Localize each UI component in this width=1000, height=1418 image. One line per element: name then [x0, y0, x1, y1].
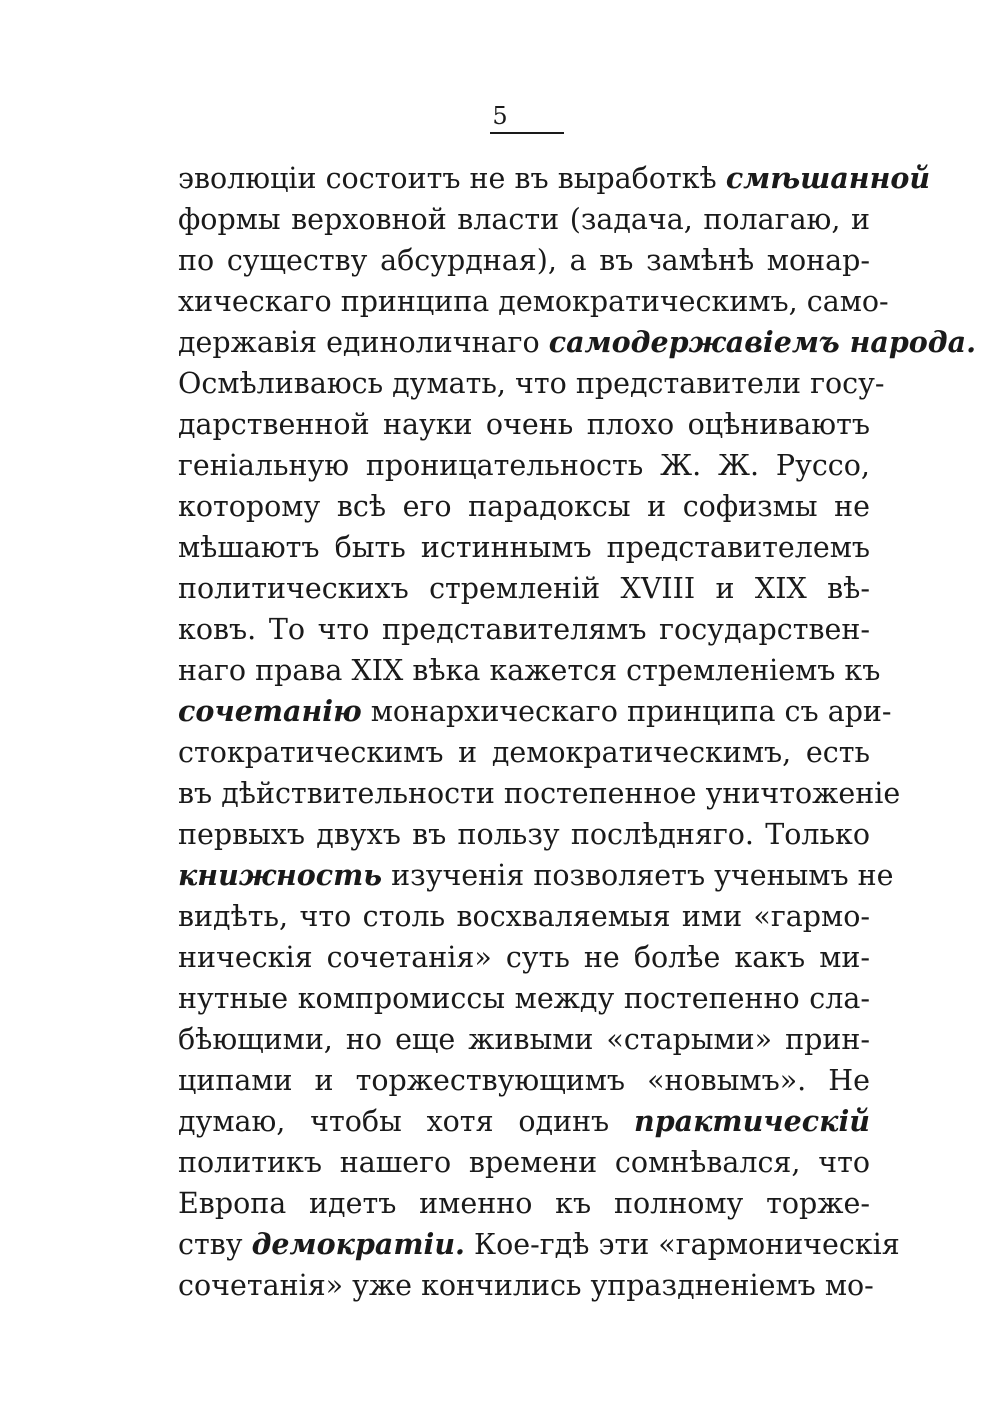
text-line	[178, 527, 870, 568]
emphasis-text: демократіи.	[251, 1227, 465, 1261]
body-text: Осмѣливаюсь думать, что представители госу-	[178, 367, 885, 400]
body-text: нутные компромиссы между постепенно сла-	[178, 982, 870, 1015]
body-text: ническія сочетанія» суть не болѣе какъ ми-	[178, 941, 870, 974]
text-line	[178, 937, 870, 978]
text-line	[178, 445, 870, 486]
body-text: сочетанія» уже кончились упраздненіемъ мо-	[178, 1269, 874, 1302]
body-text: Европа идетъ именно къ полному торже-	[178, 1187, 870, 1220]
page-number: 5	[492, 102, 508, 130]
body-text: державія единоличнаго	[178, 326, 549, 359]
body-text: политическихъ стремленій XVIII и XIX вѣ-	[178, 572, 870, 605]
text-line	[178, 158, 931, 199]
body-text: которому всѣ его парадоксы и софизмы не	[178, 490, 870, 523]
body-text: геніальную проницательность Ж. Ж. Руссо,	[178, 449, 870, 482]
body-text: политикъ нашего времени сомнѣвался, что	[178, 1146, 870, 1179]
body-text: дарственной науки очень плохо оцѣниваютъ	[178, 408, 870, 441]
text-line	[178, 486, 870, 527]
text-line	[178, 978, 870, 1019]
body-text: формы верховной власти (задача, полагаю, и	[178, 203, 870, 236]
body-text: по существу абсурдная), а въ замѣнѣ монар-	[178, 244, 870, 277]
text-line	[178, 896, 870, 937]
body-text: въ дѣйствительности постепенное уничтоженіе	[178, 777, 901, 810]
body-text: наго права XIX вѣка кажется стремленіемъ къ	[178, 654, 881, 687]
body-text: ципами и торжествующимъ «новымъ». Не	[178, 1064, 870, 1097]
body-text: стократическимъ и демократическимъ, есть	[178, 736, 870, 769]
emphasis-text: сочетанію	[178, 694, 362, 728]
text-line	[178, 855, 894, 896]
body-text: мѣшаютъ быть истиннымъ представителемъ	[178, 531, 870, 564]
body-text: ковъ. То что представителямъ государствен-	[178, 613, 870, 646]
body-text: думаю, чтобы хотя одинъ	[178, 1105, 635, 1138]
text-line	[178, 814, 870, 855]
text-line	[178, 732, 870, 773]
text-line	[178, 1060, 870, 1101]
text-line	[178, 199, 870, 240]
text-line	[178, 240, 870, 281]
text-line	[178, 322, 976, 363]
body-text: эволюціи состоитъ не въ выработкѣ	[178, 162, 726, 195]
text-line	[178, 1142, 870, 1183]
text-line	[178, 773, 901, 814]
page-number-rule	[490, 132, 564, 134]
text-line	[178, 363, 885, 404]
emphasis-text: практическій	[634, 1104, 870, 1138]
text-line	[178, 1019, 870, 1060]
body-text: первыхъ двухъ въ пользу послѣдняго. Только	[178, 818, 870, 851]
text-line	[178, 404, 870, 445]
text-line	[178, 1101, 870, 1142]
body-text: Кое-гдѣ эти «гармоническія	[464, 1228, 900, 1261]
text-line	[178, 691, 892, 732]
body-text: монархическаго принципа съ ари-	[361, 695, 892, 728]
text-block	[178, 158, 976, 1306]
emphasis-text: самодержавіемъ народа.	[548, 325, 976, 359]
emphasis-text: книжность	[178, 858, 383, 892]
text-line	[178, 568, 870, 609]
body-text: видѣть, что столь восхваляемыя ими «гармо-	[178, 900, 870, 933]
emphasis-text: смѣшанной	[725, 161, 931, 195]
body-text: ству	[178, 1228, 252, 1261]
text-line	[178, 281, 889, 322]
body-text: изученія позволяетъ ученымъ не	[382, 859, 894, 892]
text-line	[178, 1265, 874, 1306]
text-line	[178, 1224, 900, 1265]
text-line	[178, 609, 870, 650]
body-text: хическаго принципа демократическимъ, само-	[178, 285, 889, 318]
body-text: бѣющими, но еще живыми «старыми» прин-	[178, 1023, 870, 1056]
text-line	[178, 650, 881, 691]
text-line	[178, 1183, 870, 1224]
